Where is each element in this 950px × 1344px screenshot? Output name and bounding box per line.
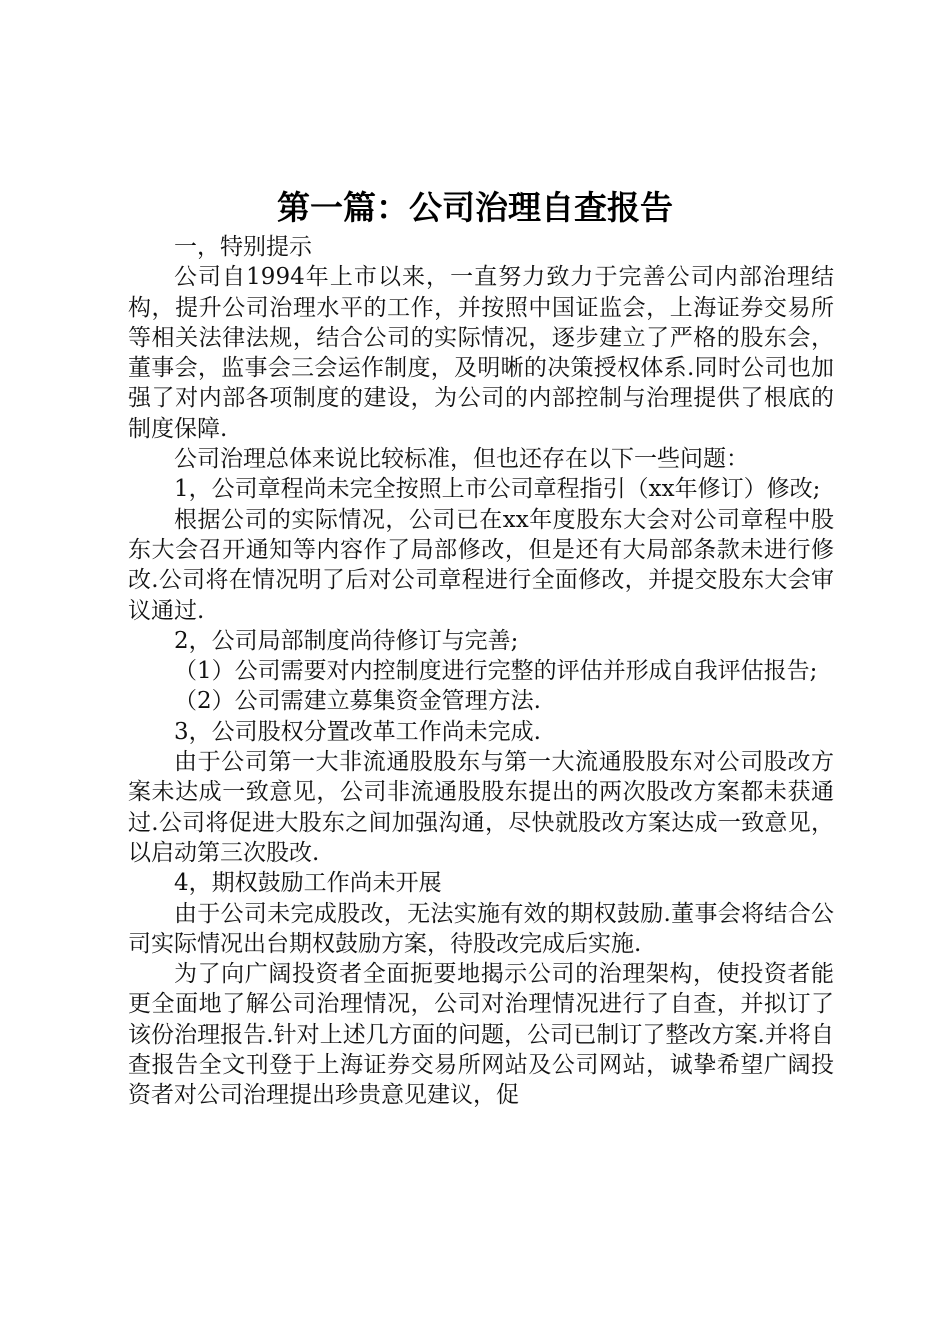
paragraph-issues-intro: 公司治理总体来说比较标准，但也还存在以下一些问题： — [174, 446, 749, 473]
paragraph-issue-1-detail: 根据公司的实际情况，公司已在xx年度股东大会对公司章程中股东大会召开通知等内容作了局部修改，但是还有大局部条款未进行修改.公司将在情况明了后对公司章程进行全面修改，并提交股东大会审议通过. — [128, 506, 834, 624]
document-body — [128, 232, 834, 1111]
paragraph-issue-3-detail: 由于公司第一大非流通股股东与第一大流通股股东对公司股改方案未达成一致意见，公司非流通股股东提出的两次股改方案都未获通过.公司将促进大股东之间加强沟通，尽快就股改方案达成一致意见，以启动第三次股改. — [128, 749, 834, 866]
document-title: 第一篇：公司治理自查报告 — [277, 188, 673, 227]
paragraph-company-overview: 公司自1994年上市以来，一直努力致力于完善公司内部治理结构，提升公司治理水平的工作，并按照中国证监会，上海证券交易所等相关法律法规，结合公司的实际情况，逐步建立了严格的股东会，董事会，监事会三会运作制度，及明晰的决策授权体系.同时公司也加强了对内部各项制度的建设，为公司的内部控制与治理提供了根底的制度保障. — [128, 264, 834, 442]
paragraph-issue-4-detail: 由于公司未完成股改，无法实施有效的期权鼓励.董事会将结合公司实际情况出台期权鼓励方案，待股改完成后实施. — [128, 900, 834, 957]
paragraph-issue-2-item-2: （2）公司需建立募集资金管理方法. — [174, 688, 541, 715]
paragraph-issue-1-heading: 1，公司章程尚未完全按照上市公司章程指引（xx年修订）修改; — [174, 476, 821, 503]
paragraph-issue-2-item-1: （1）公司需要对内控制度进行完整的评估并形成自我评估报告; — [174, 658, 818, 685]
paragraph-issue-3-heading: 3，公司股权分置改革工作尚未完成. — [174, 718, 541, 745]
paragraph-issue-4-heading: 4，期权鼓励工作尚未开展 — [174, 870, 442, 897]
paragraph-conclusion: 为了向广阔投资者全面扼要地揭示公司的治理架构，使投资者能更全面地了解公司治理情况，公司对治理情况进行了自查，并拟订了该份治理报告.针对上述几方面的问题，公司已制订了整改方案.并将自查报告全文刊登于上海证券交易所网站及公司网站，诚挚希望广阔投资者对公司治理提出珍贵意见建议，促 — [128, 961, 834, 1109]
paragraph-issue-2-heading: 2，公司局部制度尚待修订与完善; — [174, 627, 519, 654]
paragraph-special-notice-heading: 一，特别提示 — [174, 234, 312, 260]
